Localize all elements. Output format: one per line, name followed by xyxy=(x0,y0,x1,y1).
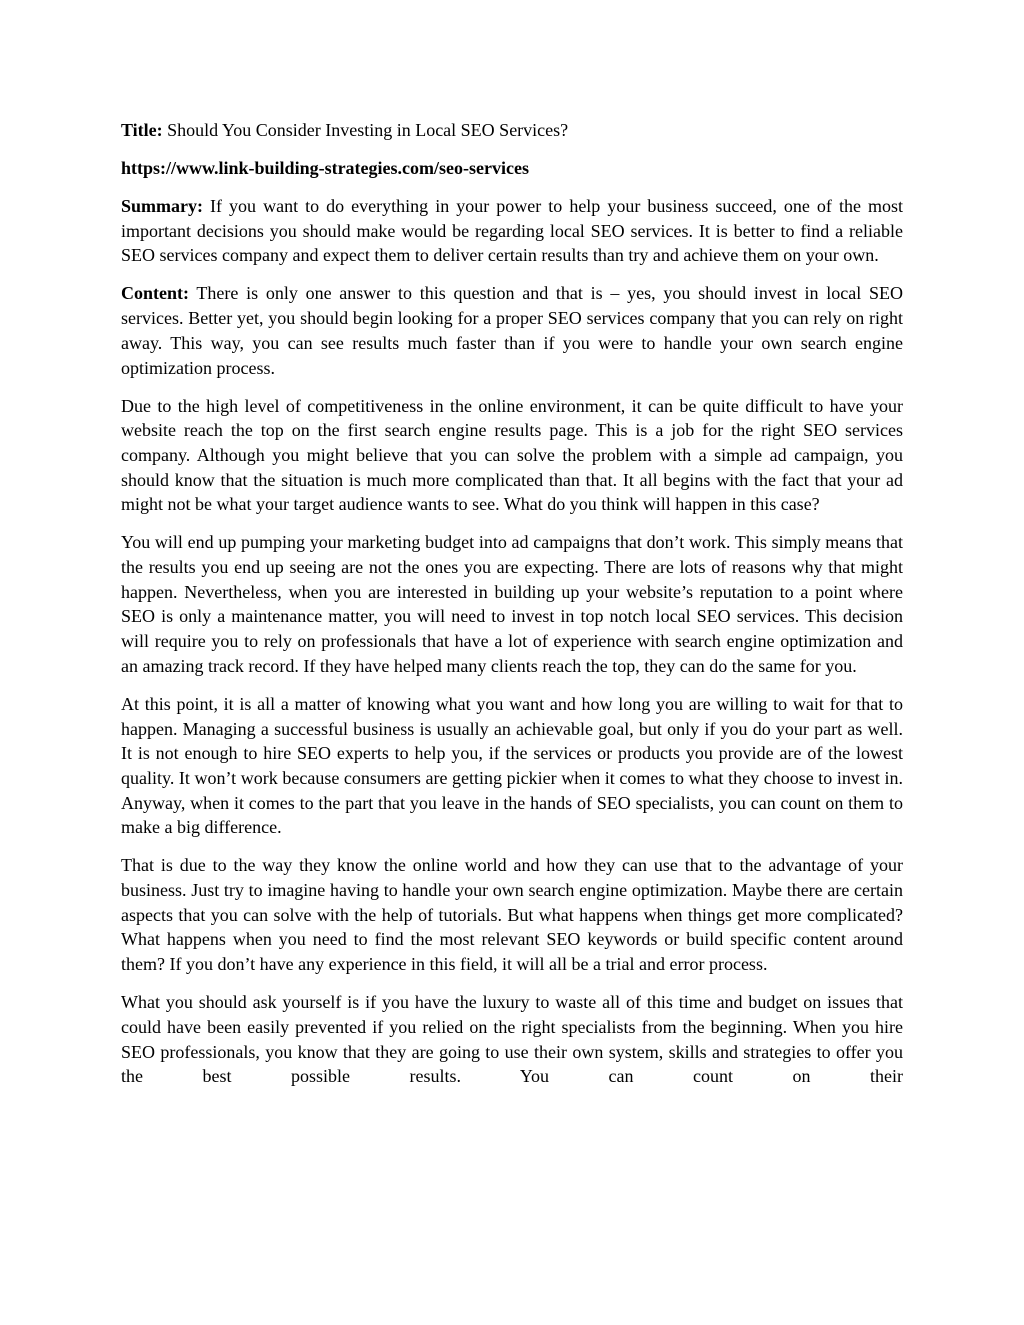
body-paragraph: You will end up pumping your marketing budget into ad campaigns that don’t work. This simply means that the results you end up seeing are not the ones you are expecting. There are lots of reasons why that might happen. Nevertheless, when you are interested in building up your website’s reputation to a point where SEO is only a maintenance matter, you will need to invest in top notch local SEO services. This decision will require you to rely on professionals that have a lot of experience with search engine optimization and an amazing track record. If they have helped many clients reach the top, they can do the same for you. xyxy=(121,532,903,676)
title-text: Should You Consider Investing in Local SEO Services? xyxy=(162,120,569,140)
document-body xyxy=(121,118,903,1102)
content-label: Content: xyxy=(121,283,189,304)
summary-paragraph xyxy=(121,194,903,268)
summary-text: If you want to do everything in your power to help your business succeed, one of the most important decisions you should make would be regarding local SEO services. It is better to find a reliable SEO services company and expect them to deliver certain results than try and achieve them on your own. xyxy=(121,196,903,266)
summary-label: Summary: xyxy=(121,196,203,216)
title-label: Title: xyxy=(121,120,163,140)
title-line xyxy=(121,118,903,143)
content-paragraph xyxy=(121,281,903,380)
body-paragraph: What you should ask yourself is if you have the luxury to waste all of this time and budget on issues that could have been easily prevented if you relied on the right specialists from the beginning. When you hire SEO professionals, you know that they are going to use their own system, skills and strategies to offer you the best possible results. You can count on their xyxy=(121,992,903,1087)
url-line xyxy=(121,156,903,181)
body-paragraph: That is due to the way they know the online world and how they can use that to the advantage of your business. Just try to imagine having to handle your own search engine optimization. Maybe there are certain aspects that you can solve with the help of tutorials. But what happens when things get more complicated? What happens when you need to find the most relevant SEO keywords or build specific content around them? If you don’t have any experience in this field, it will all be a trial and error process. xyxy=(121,855,903,975)
body-paragraph: Due to the high level of competitiveness in the online environment, it can be quite difficult to have your website reach the top on the first search engine results page. This is a job for the right SEO services company. Although you might believe that you can solve the problem with a simple ad campaign, you should know that the situation is much more complicated than that. It all begins with the fact that your ad might not be what your target audience wants to see. What do you think will happen in this case? xyxy=(121,395,903,515)
body-paragraph: At this point, it is all a matter of knowing what you want and how long you are willing to wait for that to happen. Managing a successful business is usually an achievable goal, but only if you do your part as well. It is not enough to hire SEO experts to help you, if the services or products you provide are of the lowest quality. It won’t work because consumers are getting pickier when it comes to what they choose to invest in. Anyway, when it comes to the part that you leave in the hands of SEO specialists, you can count on them to make a big difference. xyxy=(121,693,903,838)
content-text: There is only one answer to this question and that is – yes, you should invest in local SEO services. Better yet, you should begin looking for a proper SEO services company that you can rely on right away. This way, you can see results much faster than if you were to handle your own search engine optimization process. xyxy=(121,283,903,378)
page-url[interactable]: https://www.link-building-strategies.com/seo-services xyxy=(121,158,529,178)
